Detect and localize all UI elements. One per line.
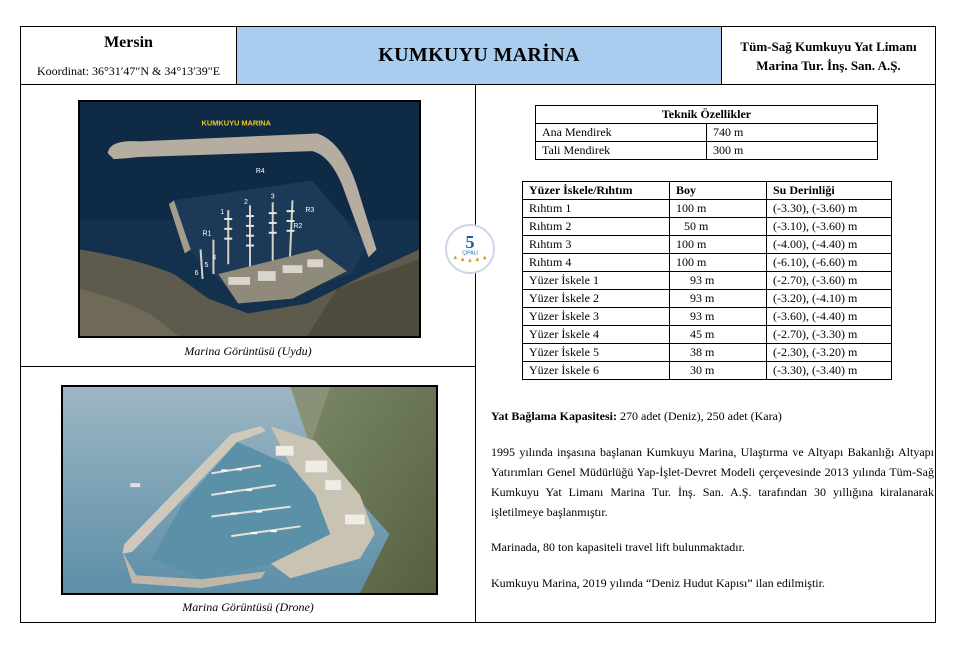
dock-length: 45 m <box>670 326 767 344</box>
dock-length: 100 m <box>670 236 767 254</box>
dock-depth: (-3.30), (-3.60) m <box>767 200 892 218</box>
dock-depth: (-3.30), (-3.40) m <box>767 362 892 380</box>
dock-length: 50 m <box>670 218 767 236</box>
capacity-label: Yat Bağlama Kapasitesi: <box>491 409 617 423</box>
dock-length: 93 m <box>670 308 767 326</box>
dock-length: 100 m <box>670 200 767 218</box>
dock-depth: (-2.70), (-3.60) m <box>767 272 892 290</box>
table-row <box>523 326 892 344</box>
dock-depth: (-3.60), (-4.40) m <box>767 308 892 326</box>
dock-length: 93 m <box>670 272 767 290</box>
satellite-overlay-title: KUMKUYU MARINA <box>201 118 271 128</box>
travel-lift-paragraph <box>491 537 934 557</box>
satellite-image <box>80 102 419 336</box>
drone-image <box>63 387 436 593</box>
table-row <box>523 308 892 326</box>
dock-length: 38 m <box>670 344 767 362</box>
table-row <box>523 218 892 236</box>
table-row <box>536 124 878 142</box>
label-pier-2: 2 <box>244 199 248 207</box>
dock-name: Rıhtım 2 <box>523 218 670 236</box>
info-sheet <box>20 26 936 623</box>
dock-depth: (-3.10), (-3.60) m <box>767 218 892 236</box>
technical-specs-table <box>535 105 878 160</box>
operator-line-2: Marina Tur. İnş. San. A.Ş. <box>756 57 901 73</box>
capacity-value: 270 adet (Deniz), 250 adet (Kara) <box>617 409 782 423</box>
label-pier-6: 6 <box>194 270 199 278</box>
dock-depth: (-3.20), (-4.10) m <box>767 290 892 308</box>
badge-text: ÇIPALI <box>462 250 478 257</box>
dock-name: Yüzer İskele 4 <box>523 326 670 344</box>
history-paragraph <box>491 442 934 522</box>
table-row <box>536 142 878 160</box>
dock-name: Rıhtım 3 <box>523 236 670 254</box>
dock-depth: (-4.00), (-4.40) m <box>767 236 892 254</box>
anchor-icon <box>447 226 493 272</box>
table-row <box>523 344 892 362</box>
coordinates: Koordinat: 36°31′47″N & 34°13′39"E <box>36 64 221 78</box>
spec-name: Tali Mendirek <box>536 142 707 160</box>
header-depth: Su Derinliği <box>767 182 892 200</box>
border-gate-paragraph <box>491 573 934 593</box>
table-row <box>523 290 892 308</box>
dock-depth: (-6.10), (-6.60) m <box>767 254 892 272</box>
table-row <box>523 254 892 272</box>
dock-name: Yüzer İskele 2 <box>523 290 670 308</box>
header-dock: Yüzer İskele/Rıhtım <box>523 182 670 200</box>
spec-value: 740 m <box>707 124 878 142</box>
label-pier-5: 5 <box>204 262 209 270</box>
page-title: KUMKUYU MARİNA <box>378 44 580 66</box>
technical-table-title: Teknik Özellikler <box>536 106 878 124</box>
label-r2: R2 <box>293 222 303 230</box>
label-r1: R1 <box>202 230 212 238</box>
table-row <box>523 272 892 290</box>
dock-depth: (-2.30), (-3.20) m <box>767 344 892 362</box>
city-name: Mersin <box>104 34 153 51</box>
table-row <box>523 200 892 218</box>
label-pier-3: 3 <box>270 193 275 201</box>
anchor-rating-badge <box>445 224 495 274</box>
table-row <box>523 362 892 380</box>
drone-caption: Marina Görüntüsü (Drone) <box>182 600 314 614</box>
operator-cell <box>722 27 935 85</box>
satellite-photo <box>78 100 421 338</box>
title-cell <box>237 27 722 85</box>
paragraph-3: Kumkuyu Marina, 2019 yılında “Deniz Hudut Kapısı” ilan edilmiştir. <box>491 576 825 590</box>
dock-depth: (-2.70), (-3.30) m <box>767 326 892 344</box>
dock-name: Yüzer İskele 5 <box>523 344 670 362</box>
label-pier-1: 1 <box>220 209 225 217</box>
column-divider <box>475 85 476 622</box>
location-cell <box>21 27 237 85</box>
dock-name: Yüzer İskele 3 <box>523 308 670 326</box>
dock-length: 93 m <box>670 290 767 308</box>
docks-table <box>522 181 892 380</box>
label-pier-4: 4 <box>212 254 217 262</box>
label-r3: R3 <box>305 207 315 215</box>
badge-number: 5 <box>465 232 475 253</box>
spec-value: 300 m <box>707 142 878 160</box>
label-r4: R4 <box>255 167 265 175</box>
dock-length: 30 m <box>670 362 767 380</box>
dock-name: Rıhtım 1 <box>523 200 670 218</box>
paragraph-1: 1995 yılında inşasına başlanan Kumkuyu Marina, Ulaştırma ve Altyapı Bakanlığı Altyapı Yatırımları Genel Müdürlüğü Yap-İşlet-Devret Modeli çerçevesinde 2013 yılında Tüm-Sağ Kumkuyu Yat Limanı Marina Tur. İnş. San. A.Ş. tarafından 30 yıllığına kiralanarak işletilmeye başlanmıştır. <box>491 445 934 519</box>
drone-photo <box>61 385 438 595</box>
capacity-line <box>491 406 934 426</box>
dock-name: Rıhtım 4 <box>523 254 670 272</box>
table-row <box>523 236 892 254</box>
row-divider <box>21 366 475 367</box>
dock-name: Yüzer İskele 6 <box>523 362 670 380</box>
satellite-caption: Marina Görüntüsü (Uydu) <box>184 344 312 358</box>
dock-length: 100 m <box>670 254 767 272</box>
dock-name: Yüzer İskele 1 <box>523 272 670 290</box>
spec-name: Ana Mendirek <box>536 124 707 142</box>
header-length: Boy <box>670 182 767 200</box>
operator-line-1: Tüm-Sağ Kumkuyu Yat Limanı <box>740 38 917 54</box>
paragraph-2: Marinada, 80 ton kapasiteli travel lift bulunmaktadır. <box>491 540 745 554</box>
